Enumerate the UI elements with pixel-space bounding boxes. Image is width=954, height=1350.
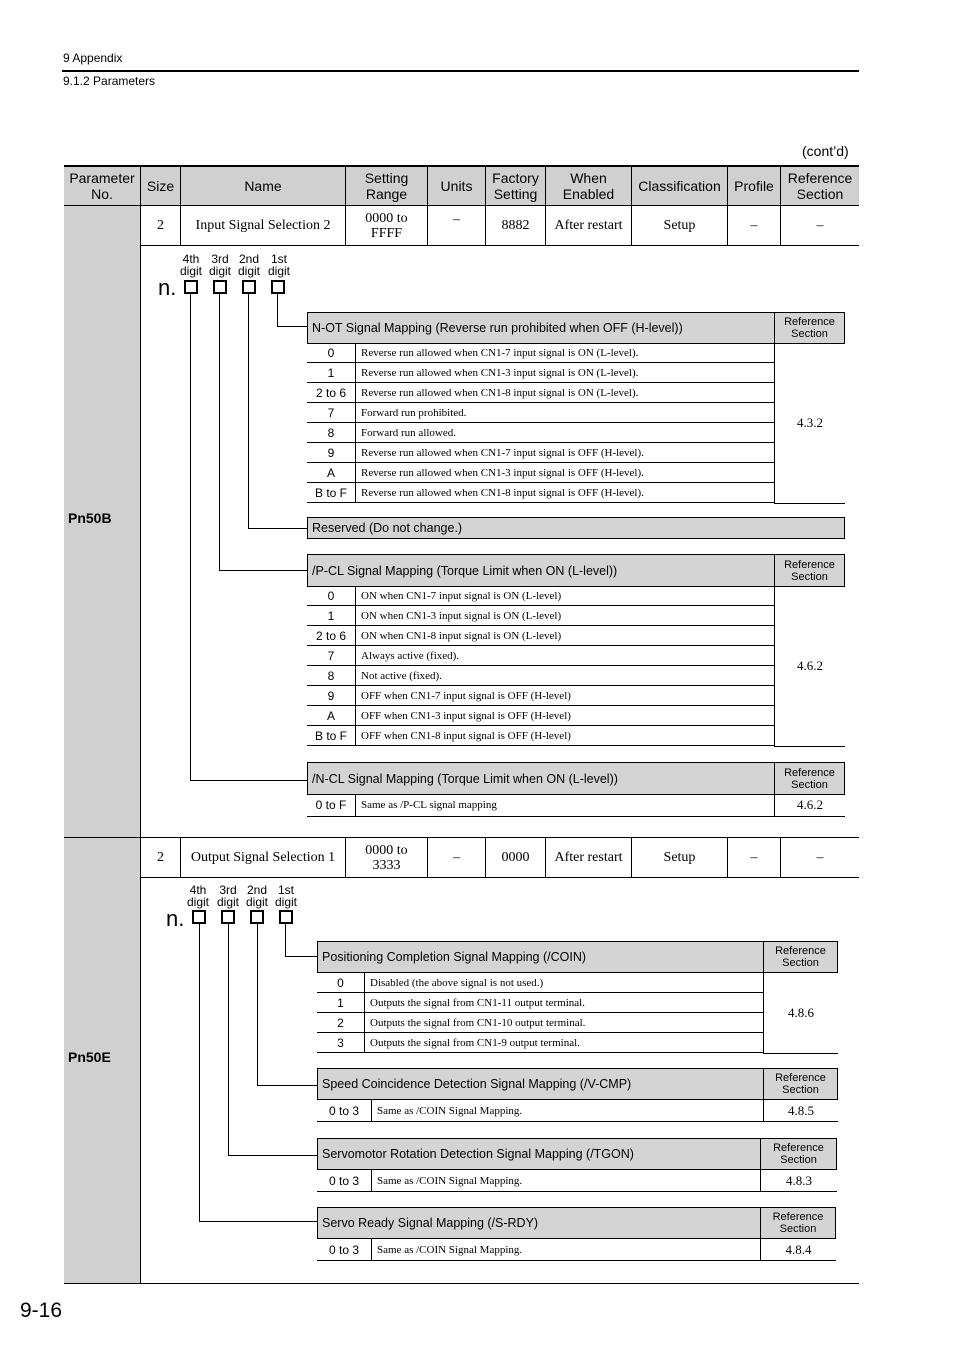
ref-label-l2: Section <box>791 778 828 791</box>
list-item-value: ON when CN1-8 input signal is ON (L-level) <box>361 629 562 642</box>
list-item-value: Reverse run allowed when CN1-3 input signal is ON (L-level). <box>361 366 639 379</box>
digit-2nd-word: digit <box>237 264 260 278</box>
list-item-key: 2 to 6 <box>307 383 356 402</box>
th-units: Units <box>428 167 486 206</box>
list-item <box>317 1013 764 1033</box>
list-item <box>307 666 775 686</box>
not-title: N-OT Signal Mapping (Reverse run prohibited when OFF (H-level)) <box>307 312 775 344</box>
list-item <box>317 1239 761 1261</box>
list-item-key: 0 to F <box>307 794 356 816</box>
connector-4th <box>199 924 200 1221</box>
reserved-title: Reserved (Do not change.) <box>307 517 845 539</box>
connector-4th-h <box>199 1221 318 1222</box>
cell-profile: – <box>728 206 781 246</box>
list-item-key: 0 <box>307 586 356 605</box>
digit-2nd: 2nd <box>246 883 268 897</box>
ncl-ref-header <box>774 762 845 795</box>
list-item <box>307 606 775 626</box>
param-number: Pn50B <box>68 510 112 526</box>
cell-factory: 0000 <box>486 838 546 878</box>
header-rule <box>62 70 859 72</box>
connector-4th <box>190 294 191 780</box>
cell-range <box>346 206 428 246</box>
table-bottom-rule <box>64 1283 859 1284</box>
list-item <box>307 794 775 817</box>
th-factory <box>486 167 546 206</box>
pcl-ref-value: 4.6.2 <box>774 586 845 747</box>
th-reference-l2: Section <box>796 186 844 202</box>
list-item-value: Forward run allowed. <box>361 426 457 439</box>
list-item <box>307 626 775 646</box>
list-item <box>307 463 775 483</box>
digit-4th-word: digit <box>186 895 209 909</box>
connector-3rd <box>219 294 220 570</box>
list-item-value: Disabled (the above signal is not used.) <box>370 976 544 989</box>
digit-box-1st <box>271 280 285 294</box>
ncl-title: /N-CL Signal Mapping (Torque Limit when ON (L-level)) <box>307 762 775 795</box>
th-name: Name <box>181 167 346 206</box>
connector-2nd-h <box>257 1085 318 1086</box>
digit-2nd-word: digit <box>245 895 268 909</box>
list-item-value: Same as /COIN Signal Mapping. <box>377 1104 523 1117</box>
coin-ref-header <box>763 941 838 973</box>
connector-1st-h <box>277 326 308 327</box>
digit-3rd-word: digit <box>216 895 239 909</box>
digit-box-3rd <box>221 910 235 924</box>
ncl-ref-value: 4.6.2 <box>774 794 845 817</box>
list-item-key: 0 <box>317 973 365 992</box>
digit-label-1st <box>264 253 294 277</box>
cell-when: After restart <box>546 206 632 246</box>
ref-label-l1: Reference <box>772 1211 824 1223</box>
cell-profile: – <box>728 838 781 878</box>
cell-name: Input Signal Selection 2 <box>181 206 346 246</box>
vcmp-ref-header <box>763 1068 838 1100</box>
connector-2nd <box>257 924 258 1085</box>
digit-label-3rd <box>205 253 235 277</box>
ref-label-l1: Reference <box>773 1142 824 1154</box>
list-item <box>307 646 775 666</box>
list-item-value: OFF when CN1-3 input signal is OFF (H-level) <box>361 709 571 722</box>
list-item-key: 8 <box>307 423 356 442</box>
tgon-ref-header <box>760 1138 837 1170</box>
th-factory-l2: Setting <box>493 186 538 202</box>
digit-1st-word: digit <box>274 895 297 909</box>
connector-3rd <box>228 924 229 1155</box>
list-item-value: Same as /COIN Signal Mapping. <box>377 1174 523 1187</box>
list-item-value: Outputs the signal from CN1-10 output terminal. <box>370 1016 586 1029</box>
list-item <box>307 586 775 606</box>
cell-factory: 8882 <box>486 206 546 246</box>
ref-label-l1: Reference <box>784 766 835 779</box>
cell-range-l2: FFFF <box>370 225 403 241</box>
vcmp-title: Speed Coincidence Detection Signal Mapping (/V-CMP) <box>317 1068 764 1100</box>
digit-4th: 4th <box>182 252 200 266</box>
list-item-key: 9 <box>307 443 356 462</box>
list-item <box>317 1100 764 1122</box>
digit-1st-word: digit <box>267 264 290 278</box>
th-reference <box>781 167 859 206</box>
list-item <box>307 423 775 443</box>
cell-range-l1: 0000 to <box>365 842 408 858</box>
th-param-no-l1: Parameter <box>69 170 135 186</box>
cell-classification: Setup <box>632 206 728 246</box>
connector-3rd-h <box>228 1155 318 1156</box>
ref-label-l2: Section <box>791 328 828 340</box>
list-item <box>307 726 775 746</box>
tgon-ref-value: 4.8.3 <box>760 1170 837 1192</box>
cell-classification: Setup <box>632 838 728 878</box>
list-item-value: Reverse run allowed when CN1-7 input signal is ON (L-level). <box>361 346 639 359</box>
list-item-value: Outputs the signal from CN1-11 output terminal. <box>370 996 585 1009</box>
list-item-key: 7 <box>307 403 356 422</box>
list-item-value: OFF when CN1-7 input signal is OFF (H-level) <box>361 689 571 702</box>
connector-1st-h <box>285 956 318 957</box>
digit-3rd: 3rd <box>219 883 237 897</box>
list-item-value: ON when CN1-7 input signal is ON (L-level) <box>361 589 562 602</box>
digit-box-1st <box>279 910 293 924</box>
list-item-value: Reverse run allowed when CN1-3 input signal is OFF (H-level). <box>361 466 644 479</box>
list-item-value: Forward run prohibited. <box>361 406 467 419</box>
th-param-no-l2: No. <box>91 186 113 202</box>
list-item-value: Not active (fixed). <box>361 669 442 682</box>
list-item-key: 0 <box>307 343 356 362</box>
list-item <box>317 993 764 1013</box>
list-item <box>307 483 775 503</box>
digit-1st: 1st <box>270 252 287 266</box>
list-item-key: A <box>307 706 356 725</box>
digit-box-4th <box>184 280 198 294</box>
th-setting-range-l2: Range <box>365 186 408 202</box>
th-classification: Classification <box>632 167 728 206</box>
list-item <box>307 403 775 423</box>
list-item <box>317 973 764 993</box>
list-item <box>307 383 775 403</box>
list-item-key: 9 <box>307 686 356 705</box>
list-item-key: 2 <box>317 1013 365 1032</box>
not-ref-header <box>774 312 845 344</box>
list-item-value: Reverse run allowed when CN1-7 input signal is OFF (H-level). <box>361 446 644 459</box>
n-prefix: n. <box>158 275 177 300</box>
ref-label-l1: Reference <box>784 316 835 328</box>
connector-4th-h <box>190 780 308 781</box>
list-item-key: 1 <box>317 993 365 1012</box>
param-number: Pn50E <box>68 1049 111 1065</box>
srdy-ref-value: 4.8.4 <box>760 1239 836 1261</box>
pcl-title: /P-CL Signal Mapping (Torque Limit when ON (L-level)) <box>307 554 775 587</box>
page-number: 9-16 <box>20 1299 63 1322</box>
list-item-key: 7 <box>307 646 356 665</box>
cell-reference: – <box>781 206 859 246</box>
digit-label-4th <box>183 884 213 908</box>
list-item-value: Outputs the signal from CN1-9 output terminal. <box>370 1036 580 1049</box>
list-item <box>307 686 775 706</box>
connector-2nd-h <box>248 528 308 529</box>
digit-3rd-word: digit <box>208 264 231 278</box>
ref-label-l2: Section <box>782 957 819 969</box>
digit-label-3rd <box>213 884 243 908</box>
digit-label-2nd <box>234 253 264 277</box>
param-column-shade <box>64 205 140 1283</box>
list-item-key: 3 <box>317 1033 365 1052</box>
digit-label-2nd <box>242 884 272 908</box>
srdy-title: Servo Ready Signal Mapping (/S-RDY) <box>317 1207 761 1239</box>
cell-range-l2: 3333 <box>372 857 401 873</box>
digit-label-1st <box>271 884 301 908</box>
chapter-label: 9 Appendix <box>63 51 123 65</box>
section-label: 9.1.2 Parameters <box>63 74 156 88</box>
srdy-ref-header <box>760 1207 836 1239</box>
list-item-key: B to F <box>307 726 356 745</box>
th-profile: Profile <box>728 167 781 206</box>
connector-1st <box>277 294 278 326</box>
not-ref-value: 4.3.2 <box>774 343 845 504</box>
digit-2nd: 2nd <box>238 252 260 266</box>
ref-label-l2: Section <box>791 570 828 583</box>
pcl-ref-header <box>774 554 845 587</box>
param-column-rule <box>140 205 141 1283</box>
list-item-value: Same as /P-CL signal mapping <box>361 799 497 811</box>
ref-label-l2: Section <box>780 1154 817 1166</box>
vcmp-ref-value: 4.8.5 <box>763 1100 838 1122</box>
coin-ref-value: 4.8.6 <box>763 973 838 1054</box>
th-reference-l1: Reference <box>787 170 853 186</box>
cell-size: 2 <box>141 838 181 878</box>
list-item-key: 0 to 3 <box>317 1239 372 1260</box>
list-item-value: Same as /COIN Signal Mapping. <box>377 1243 523 1256</box>
th-when-enabled <box>546 167 632 206</box>
list-item <box>307 363 775 383</box>
list-item-key: 1 <box>307 606 356 625</box>
digit-box-2nd <box>242 280 256 294</box>
ref-label-l2: Section <box>779 1223 817 1235</box>
digit-label-4th <box>176 253 206 277</box>
th-setting-range-l1: Setting <box>364 170 409 186</box>
cell-units: – <box>428 838 486 878</box>
list-item-value: ON when CN1-3 input signal is ON (L-level) <box>361 609 562 622</box>
list-item-key: A <box>307 463 356 482</box>
cell-when: After restart <box>546 838 632 878</box>
tgon-title: Servomotor Rotation Detection Signal Mapping (/TGON) <box>317 1138 761 1170</box>
contd-label: (cont’d) <box>802 143 849 159</box>
ref-label-l1: Reference <box>784 558 835 571</box>
ref-label-l1: Reference <box>775 945 826 957</box>
list-item-value: OFF when CN1-8 input signal is OFF (H-level) <box>361 729 571 742</box>
cell-range-l1: 0000 to <box>365 210 408 226</box>
n-prefix: n. <box>166 906 185 931</box>
connector-2nd <box>248 294 249 528</box>
connector-1st <box>285 924 286 956</box>
cell-size: 2 <box>141 206 181 246</box>
th-param-no <box>64 167 141 206</box>
th-when-l1: When <box>570 170 607 186</box>
th-size: Size <box>141 167 181 206</box>
digit-4th-word: digit <box>179 264 202 278</box>
list-item-key: 0 to 3 <box>317 1100 372 1121</box>
list-item-key: 8 <box>307 666 356 685</box>
cell-reference: – <box>781 838 859 878</box>
list-item-key: 2 to 6 <box>307 626 356 645</box>
ref-label-l1: Reference <box>775 1072 826 1084</box>
cell-range <box>346 838 428 878</box>
coin-title: Positioning Completion Signal Mapping (/COIN) <box>317 941 764 973</box>
th-factory-l1: Factory <box>492 170 539 186</box>
th-when-l2: Enabled <box>562 186 615 202</box>
list-item-value: Reverse run allowed when CN1-8 input signal is OFF (H-level). <box>361 486 644 499</box>
digit-4th: 4th <box>189 883 207 897</box>
digit-box-2nd <box>250 910 264 924</box>
list-item-value: Reverse run allowed when CN1-8 input signal is ON (L-level). <box>361 386 639 399</box>
list-item <box>317 1033 764 1053</box>
cell-units: – <box>428 206 486 246</box>
list-item-key: 1 <box>307 363 356 382</box>
list-item-value: Always active (fixed). <box>361 649 460 662</box>
connector-3rd-h <box>219 570 308 571</box>
list-item-key: B to F <box>307 483 356 502</box>
digit-3rd: 3rd <box>211 252 229 266</box>
digit-box-4th <box>192 910 206 924</box>
list-item <box>307 706 775 726</box>
th-setting-range <box>346 167 428 206</box>
ref-label-l2: Section <box>782 1084 819 1096</box>
list-item <box>317 1170 761 1192</box>
cell-name: Output Signal Selection 1 <box>181 838 346 878</box>
digit-1st: 1st <box>277 883 294 897</box>
list-item-key: 0 to 3 <box>317 1170 372 1191</box>
digit-box-3rd <box>213 280 227 294</box>
list-item <box>307 443 775 463</box>
list-item <box>307 343 775 363</box>
